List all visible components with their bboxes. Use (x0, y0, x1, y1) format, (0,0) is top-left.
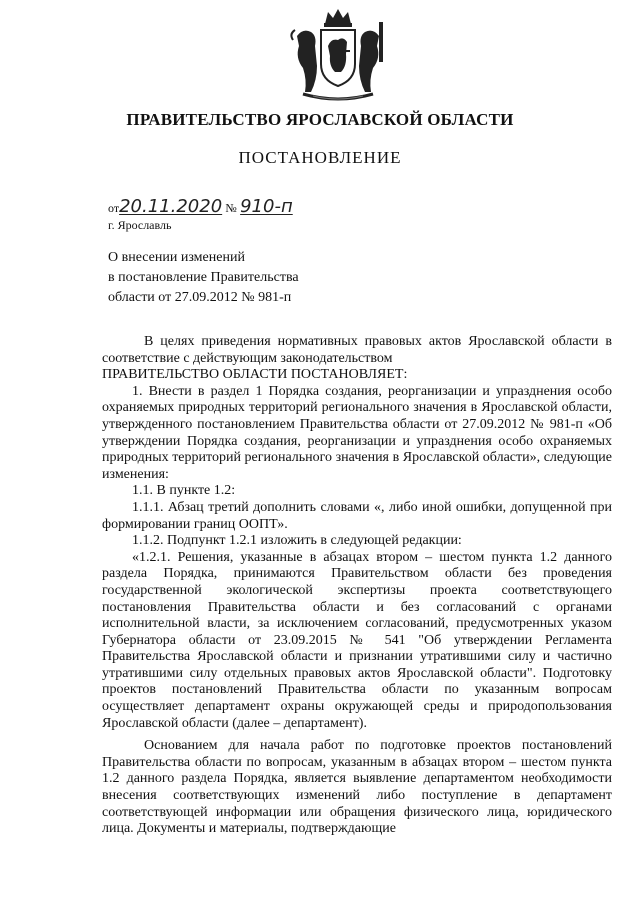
number-prefix: № (225, 201, 237, 215)
subject-line: О внесении изменений (108, 250, 245, 265)
document-subject (108, 248, 299, 308)
date-number-line (108, 196, 293, 217)
document-type: ПОСТАНОВЛЕНИЕ (238, 148, 402, 167)
date-prefix: от (108, 201, 120, 215)
clause-1-1: 1.1. В пункте 1.2: (132, 483, 236, 499)
clause-1: 1. Внести в раздел 1 Порядка создания, реорганизации и упразднения особо охраняемых природных территорий регионального значения в Ярославской области, утвержденного постановлением Правительства области от 27.09.2012 № 981-п «Об утверждении Порядка создания, реорганизации и упразднения особо охраняемых природных территорий регионального значения в Ярославской области», следующие изменения: (102, 383, 612, 482)
document-body (102, 334, 612, 838)
coat-of-arms-emblem (283, 6, 393, 106)
subject-line: в постановление Правительства (108, 270, 299, 285)
resolves-heading: ПРАВИТЕЛЬСТВО ОБЛАСТИ ПОСТАНОВЛЯЕТ: (102, 367, 408, 383)
basis-paragraph: Основанием для начала работ по подготовке проектов постановлений Правительства области по вопросам, указанным в абзацах втором – шестом пункта 1.2 данного раздела Порядка, является выявление департаментом необходимости внесения соответствующих изменений либо поступление в департамент соответствующей информации или обращения физического лица, юридического лица. Документы и материалы, подтверждающие (102, 738, 612, 837)
city: г. Ярославль (108, 218, 172, 232)
clause-1-1-1: 1.1.1. Абзац третий дополнить словами «, либо иной ошибки, допущенной при формировании границ ООПТ». (102, 499, 612, 532)
government-title: ПРАВИТЕЛЬСТВО ЯРОСЛАВСКОЙ ОБЛАСТИ (126, 110, 514, 129)
subject-line: области от 27.09.2012 № 981-п (108, 290, 292, 305)
clause-1-2-1: «1.2.1. Решения, указанные в абзацах втором – шестом пункта 1.2 данного раздела Порядка, принимаются Правительством области без проведения государственной экологической экспертизы проекта соответствующего постановления Правительства области и без согласований с органами исполнительной власти, за исключением согласований, предусмотренных указом Губернатора области от 23.09.2015 № 541 "Об утверждении Регламента Правительства Ярославской области и признании утратившими силу и частично утратившими силу отдельных правовых актов Ярославской области". Подготовку проектов постановлений Правительства области по указанным вопросам осуществляет департамент охраны окружающей среды и природопользования Ярославской области (далее – департамент). (102, 549, 612, 731)
handwritten-date: 20.11.2020 (119, 196, 223, 217)
preamble-paragraph: В целях приведения нормативных правовых актов Ярославской области в соответствие с действующим законодательством (102, 334, 612, 366)
handwritten-number: 910-п (240, 196, 293, 217)
clause-1-1-2: 1.1.2. Подпункт 1.2.1 изложить в следующей редакции: (132, 533, 462, 549)
